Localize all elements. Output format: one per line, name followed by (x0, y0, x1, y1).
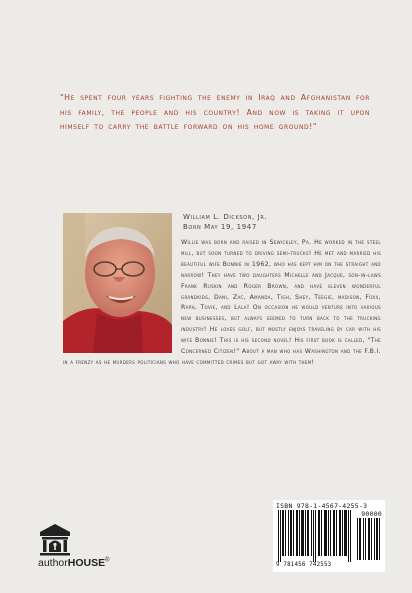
ean-barcode-bars (276, 510, 354, 562)
author-bio-text: Willie was born and raised in Sewickley, Pa. He worked in the steel mill, but soon turned to driving semi-trucks! He met and married his beautiful wife Bonnie in 1962, who has kept him on the straight and narrow! They have two daughters Michelle and Jacque, son-in-laws Frank Ruskin and Roger Brown, and have eleven wonderful grandkids, Dani, Zac, Amanda, Tigh, Shey, Teegie, madison, Foxx, Raph, Tovie, and Lala! On occasion he would venture into various new businesses, but always seemed to turn back to the trucking industry! He loves golf, but mostly enjoys traveling by car with his wife Bonnie! This is his second novel! His first book is called, "The Concerned Citizen!" About a man who has Washington and the F.B.I. in a frenzy as he murders politicians who have committed crimes but got away with them! (63, 239, 381, 366)
author-biography (63, 238, 381, 369)
isbn-number: ISBN 978-1-4567-4255-3 (276, 502, 368, 510)
publisher-name: authorHOUSE® (38, 557, 110, 569)
publisher-house-icon (38, 524, 72, 556)
author-birth-date: Born May 19, 1947 (183, 223, 257, 231)
addon-barcode-bars (356, 518, 382, 560)
publisher-logo (38, 524, 118, 574)
author-heading (183, 212, 373, 232)
back-cover-quote: "He spent four years fighting the enemy in Iraq and Afghanistan for his family, the people and his country! And now is taking it upon himself to carry the battle forward on his home ground!" (60, 93, 370, 131)
author-name: William L. Dickson, Jr. (183, 213, 268, 221)
price-code: 90000 (361, 510, 382, 518)
photo-spacer (63, 238, 181, 357)
barcode-digits: 9 781456 742553 (276, 562, 332, 568)
isbn-barcode (273, 500, 385, 572)
